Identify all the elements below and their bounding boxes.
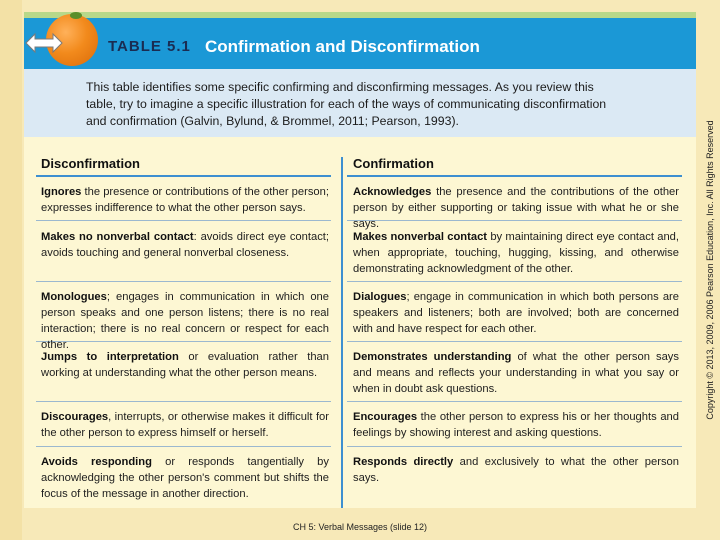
disconfirmation-cell (41, 409, 329, 441)
confirmation-cell (353, 349, 679, 397)
column-header-confirmation: Confirmation (353, 156, 434, 171)
disconfirmation-description: or responds tangentially by acknowledging the other person's comment but shifts the focus of the message in another direction. (41, 456, 329, 500)
confirmation-description: the presence and the contributions of the other person by either supporting or taking issue with what he or she says. (353, 186, 679, 230)
confirmation-term: Demonstrates understanding (353, 351, 512, 363)
disconfirmation-cell (41, 184, 329, 216)
slide-left-margin (0, 0, 22, 540)
confirmation-description: the other person to express his or her thoughts and feelings by showing interest and asking questions. (353, 411, 679, 439)
row-separator (347, 341, 682, 342)
disconfirmation-term: Ignores (41, 186, 82, 198)
disconfirmation-cell (41, 229, 329, 261)
confirmation-term: Acknowledges (353, 186, 432, 198)
confirmation-term: Responds directly (353, 456, 454, 468)
disconfirmation-term: Discourages (41, 411, 109, 423)
confirmation-term: Encourages (353, 411, 418, 423)
disconfirmation-cell (41, 349, 329, 381)
row-separator (347, 281, 682, 282)
row-separator (347, 446, 682, 447)
intro-text: This table identifies some specific confirming and disconfirming messages. As you review this table, try to imagine a specific illustration for each of the ways of communicating disconfirmation and confirmation (Galvin, Bylund, & Brommel, 2011; Pearson, 1993). (86, 80, 607, 128)
row-separator (36, 446, 331, 447)
disconfirmation-cell (41, 289, 329, 353)
confirmation-description: ; engage in communication in which both persons are speakers and listeners; both are involved; both are concerned with and have respect for each other. (353, 291, 679, 335)
double-arrow-icon (24, 30, 64, 56)
disconfirmation-term: Jumps to interpretation (41, 351, 179, 363)
confirmation-cell (353, 229, 679, 277)
copyright-notice (700, 0, 720, 540)
disconfirmation-description: ; engages in communication in which one person speaks and one person listens; there is no real interaction; there is no real concern or respect for each other. (41, 291, 329, 351)
disconfirmation-term: Makes no nonverbal contact (41, 231, 194, 243)
disconfirmation-term: Monologues (41, 291, 107, 303)
confirmation-term: Dialogues (353, 291, 407, 303)
disconfirmation-cell (41, 454, 329, 502)
confirmation-description: and exclusively to what the other person says. (353, 456, 679, 484)
confirmation-cell (353, 184, 679, 232)
header-top-rule (24, 12, 696, 18)
disconfirmation-term: Avoids responding (41, 456, 152, 468)
row-separator (36, 281, 331, 282)
orange-leaf-icon (70, 12, 82, 19)
header-rule-right (347, 175, 682, 177)
disconfirmation-description: , interrupts, or otherwise makes it difficult for the other person to express himself or herself. (41, 411, 329, 439)
header-rule-left (36, 175, 331, 177)
confirmation-description: by maintaining direct eye contact and, when appropriate, touching, hugging, kissing, and otherwise demonstrating acknowledgment of the other. (353, 231, 680, 275)
copyright-text: Copyright © 2013, 2009, 2006 Pearson Education, Inc. All Rights Reserved (705, 120, 715, 420)
confirmation-term: Makes nonverbal contact (353, 231, 488, 243)
disconfirmation-description: the presence or contributions of the other person; expresses indifference to what the other person says. (41, 186, 329, 214)
confirmation-cell (353, 409, 679, 441)
disconfirmation-description: or evaluation rather than working at understanding what the other person means. (41, 351, 329, 379)
table-title: Confirmation and Disconfirmation (205, 37, 480, 56)
confirmation-description: of what the other person says and means and reflects your understanding in what you say or when in doubt ask questions. (353, 351, 679, 395)
row-separator (36, 220, 331, 221)
disconfirmation-description: : avoids direct eye contact; avoids touching and general nonverbal closeness. (41, 231, 330, 259)
column-divider (341, 157, 343, 508)
slide-footer: CH 5: Verbal Messages (slide 12) (292, 522, 428, 532)
confirmation-cell (353, 289, 679, 337)
row-separator (36, 401, 331, 402)
column-header-disconfirmation: Disconfirmation (41, 156, 140, 171)
table-number: TABLE 5.1 (108, 38, 191, 55)
confirmation-cell (353, 454, 679, 486)
row-separator (347, 401, 682, 402)
